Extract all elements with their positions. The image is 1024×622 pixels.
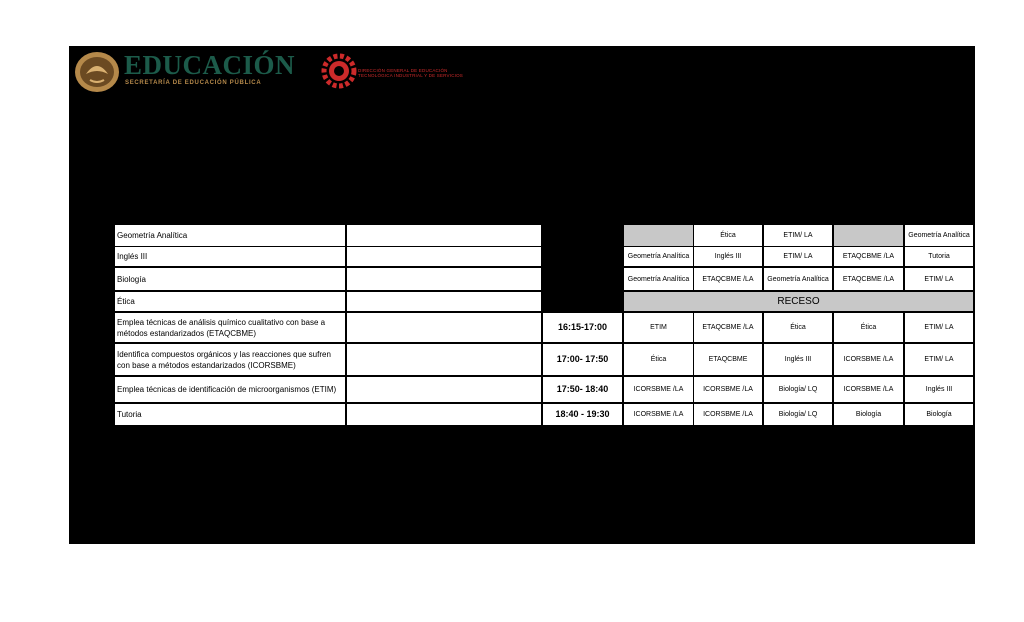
schedule-cell: Geometría Analítica <box>764 268 832 290</box>
schedule-cell: Ética <box>694 225 762 246</box>
schedule-cell: ETAQCBME /LA <box>834 247 903 266</box>
schedule-cell: ETAQCBME /LA <box>694 268 762 290</box>
schedule-cell: Inglés III <box>764 344 832 375</box>
brand-subtitle: SECRETARÍA DE EDUCACIÓN PÚBLICA <box>125 80 262 86</box>
subject-cell: Biología <box>115 268 345 290</box>
schedule-cell: ETAQCBME /LA <box>834 268 903 290</box>
schedule-cell: ICORSBME /LA <box>624 404 693 425</box>
schedule-cell: Ética <box>624 344 693 375</box>
schedule-cell: ICORSBME /LA <box>694 377 762 402</box>
schedule-cell: Biología/ LQ <box>764 377 832 402</box>
dgeti-name <box>358 68 463 78</box>
schedule-cell: Geometría Analítica <box>905 225 973 246</box>
brand-title: EDUCACIÓN <box>124 50 296 80</box>
schedule-cell: ETIM/ LA <box>905 313 973 342</box>
subject-cell: Inglés III <box>115 247 345 266</box>
subject-cell: Emplea técnicas de identificación de microorganismos (ETIM) <box>115 377 345 402</box>
schedule-cell: ICORSBME /LA <box>834 377 903 402</box>
schedule-cell <box>834 225 903 246</box>
teacher-cell <box>347 344 541 375</box>
subject-cell: Emplea técnicas de análisis químico cualitativo con base a métodos estandarizados (ETAQCBME) <box>115 313 345 342</box>
dgeti-line-2: TECNOLÓGICA INDUSTRIAL Y DE SERVICIOS <box>358 73 464 78</box>
schedule-cell: ETAQCBME <box>694 344 762 375</box>
schedule-cell: Ética <box>834 313 903 342</box>
schedule-cell <box>624 225 693 246</box>
schedule-cell: Biología <box>905 404 973 425</box>
subject-cell: Ética <box>115 292 345 311</box>
schedule-cell: ETIM/ LA <box>905 344 973 375</box>
schedule-cell: Biología/ LQ <box>764 404 832 425</box>
time-cell: 16:15-17:00 <box>543 313 622 342</box>
time-cell: 18:40 - 19:30 <box>543 404 622 425</box>
schedule-cell: Geometría Analítica <box>624 247 693 266</box>
schedule-cell: Biología <box>834 404 903 425</box>
schedule-cell: Geometría Analítica <box>624 268 693 290</box>
teacher-cell <box>347 377 541 402</box>
subject-cell: Geometría Analítica <box>115 225 345 246</box>
teacher-cell <box>347 292 541 311</box>
teacher-cell <box>347 225 541 246</box>
schedule-cell: ETAQCBME /LA <box>694 313 762 342</box>
time-cell: 17:50- 18:40 <box>543 377 622 402</box>
teacher-cell <box>347 268 541 290</box>
schedule-cell: ETIM/ LA <box>764 247 832 266</box>
schedule-cell: ETIM/ LA <box>764 225 832 246</box>
schedule-cell: ICORSBME /LA <box>694 404 762 425</box>
teacher-cell <box>347 247 541 266</box>
schedule-cell: ETIM/ LA <box>905 268 973 290</box>
schedule-cell: Tutoria <box>905 247 973 266</box>
schedule-cell: Inglés III <box>694 247 762 266</box>
teacher-cell <box>347 404 541 425</box>
schedule-cell: ETIM <box>624 313 693 342</box>
subject-cell: Tutoria <box>115 404 345 425</box>
time-cell: 17:00- 17:50 <box>543 344 622 375</box>
subject-cell: Identifica compuestos orgánicos y las reacciones que sufren con base a métodos estandarizados (ICORSBME) <box>115 344 345 375</box>
schedule-cell: Ética <box>764 313 832 342</box>
receso-banner: RECESO <box>624 292 973 311</box>
schedule-cell: Inglés III <box>905 377 973 402</box>
dgeti-line-1: DIRECCIÓN GENERAL DE EDUCACIÓN <box>358 68 448 73</box>
schedule-cell: ICORSBME /LA <box>834 344 903 375</box>
teacher-cell <box>347 313 541 342</box>
schedule-cell: ICORSBME /LA <box>624 377 693 402</box>
dgeti-gear-logo <box>320 52 358 90</box>
sep-seal-logo <box>72 50 122 94</box>
